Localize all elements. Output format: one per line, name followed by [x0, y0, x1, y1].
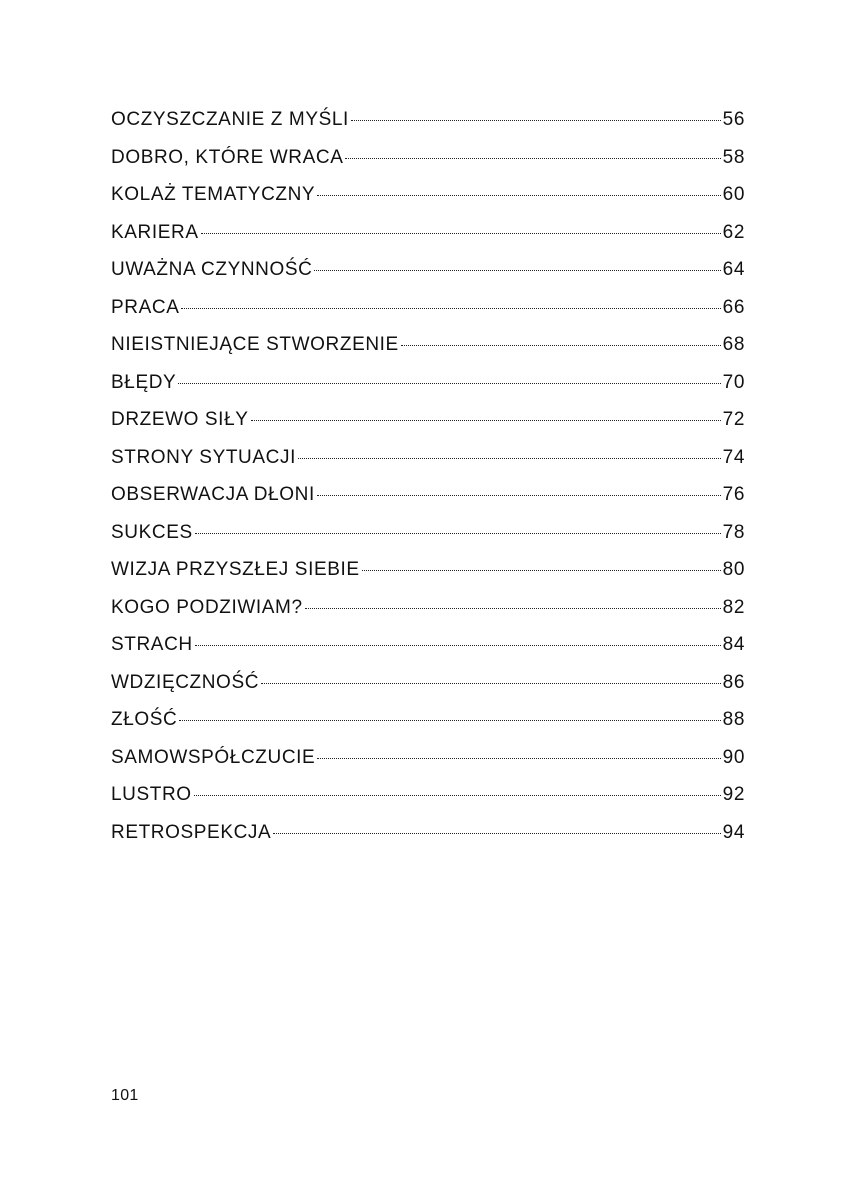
toc-entry[interactable] [111, 109, 745, 147]
toc-entry-page: 56 [722, 109, 745, 130]
dot-leader [179, 720, 720, 721]
toc-entry[interactable] [111, 222, 745, 260]
toc-entry[interactable] [111, 634, 745, 672]
toc-entry-title: OBSERWACJA DŁONI [111, 484, 315, 505]
toc-entry[interactable] [111, 484, 745, 522]
toc-entry[interactable] [111, 147, 745, 185]
dot-leader [298, 458, 721, 459]
dot-leader [317, 758, 720, 759]
toc-entry-title: KARIERA [111, 221, 199, 243]
toc-entry-title: SAMOWSPÓŁCZUCIE [111, 746, 316, 768]
toc-entry-page: 64 [722, 259, 745, 280]
toc-entry-page: 66 [722, 296, 745, 318]
toc-entry-page: 82 [722, 596, 745, 618]
toc-entry[interactable] [111, 597, 745, 635]
toc-entry-title: STRACH [111, 634, 193, 655]
toc-entry[interactable] [111, 709, 745, 747]
toc-entry-page: 78 [722, 521, 745, 543]
toc-entry-title: UWAŻNA CZYNNOŚĆ [111, 259, 313, 280]
toc-entry-title: BŁĘDY [111, 371, 177, 393]
toc-entry-page: 74 [722, 446, 745, 468]
toc-entry-title: SUKCES [111, 521, 193, 543]
toc-entry-title: WDZIĘCZNOŚĆ [111, 671, 260, 693]
toc-entry-page: 68 [722, 334, 745, 355]
toc-entry-page: 92 [722, 784, 745, 805]
toc-entry-page: 70 [722, 371, 745, 393]
toc-entry[interactable] [111, 672, 745, 710]
table-of-contents [111, 109, 745, 859]
dot-leader [195, 645, 721, 646]
toc-entry-page: 94 [722, 821, 745, 843]
dot-leader [351, 120, 721, 121]
toc-entry-page: 60 [722, 184, 745, 205]
dot-leader [345, 158, 720, 159]
toc-entry-title: ZŁOŚĆ [111, 709, 178, 730]
dot-leader [194, 795, 721, 796]
toc-entry-title: RETROSPEKCJA [111, 821, 272, 843]
toc-entry[interactable] [111, 259, 745, 297]
toc-entry[interactable] [111, 784, 745, 822]
toc-entry-title: KOLAŻ TEMATYCZNY [111, 184, 316, 205]
toc-entry-title: NIEISTNIEJĄCE STWORZENIE [111, 334, 399, 355]
toc-entry-title: STRONY SYTUACJI [111, 446, 296, 468]
dot-leader [251, 420, 721, 421]
toc-entry-page: 62 [722, 221, 745, 243]
dot-leader [201, 233, 721, 234]
toc-entry[interactable] [111, 297, 745, 335]
toc-entry[interactable] [111, 447, 745, 485]
dot-leader [401, 345, 721, 346]
toc-entry-page: 58 [722, 146, 745, 168]
toc-entry-title: OCZYSZCZANIE Z MYŚLI [111, 109, 349, 130]
toc-entry-page: 88 [722, 709, 745, 730]
toc-entry[interactable] [111, 522, 745, 560]
toc-entry-title: WIZJA PRZYSZŁEJ SIEBIE [111, 559, 360, 580]
dot-leader [314, 270, 720, 271]
page-number: 101 [111, 1087, 139, 1104]
dot-leader [317, 195, 720, 196]
toc-entry-page: 80 [722, 559, 745, 580]
dot-leader [362, 570, 721, 571]
dot-leader [305, 608, 721, 609]
toc-entry-page: 86 [722, 671, 745, 693]
dot-leader [195, 533, 721, 534]
toc-entry-title: DOBRO, KTÓRE WRACA [111, 146, 344, 168]
toc-entry-title: LUSTRO [111, 784, 192, 805]
toc-entry[interactable] [111, 747, 745, 785]
toc-entry-title: PRACA [111, 296, 180, 318]
dot-leader [181, 308, 720, 309]
dot-leader [261, 683, 721, 684]
toc-entry-page: 72 [722, 409, 745, 430]
toc-entry[interactable] [111, 822, 745, 860]
toc-entry[interactable] [111, 184, 745, 222]
toc-entry-page: 90 [722, 746, 745, 768]
toc-entry[interactable] [111, 334, 745, 372]
dot-leader [273, 833, 720, 834]
toc-entry[interactable] [111, 409, 745, 447]
toc-entry-title: KOGO PODZIWIAM? [111, 596, 303, 618]
toc-entry[interactable] [111, 372, 745, 410]
toc-entry[interactable] [111, 559, 745, 597]
dot-leader [178, 383, 720, 384]
toc-entry-page: 76 [722, 484, 745, 505]
toc-entry-title: DRZEWO SIŁY [111, 409, 249, 430]
toc-entry-page: 84 [722, 634, 745, 655]
dot-leader [317, 495, 721, 496]
